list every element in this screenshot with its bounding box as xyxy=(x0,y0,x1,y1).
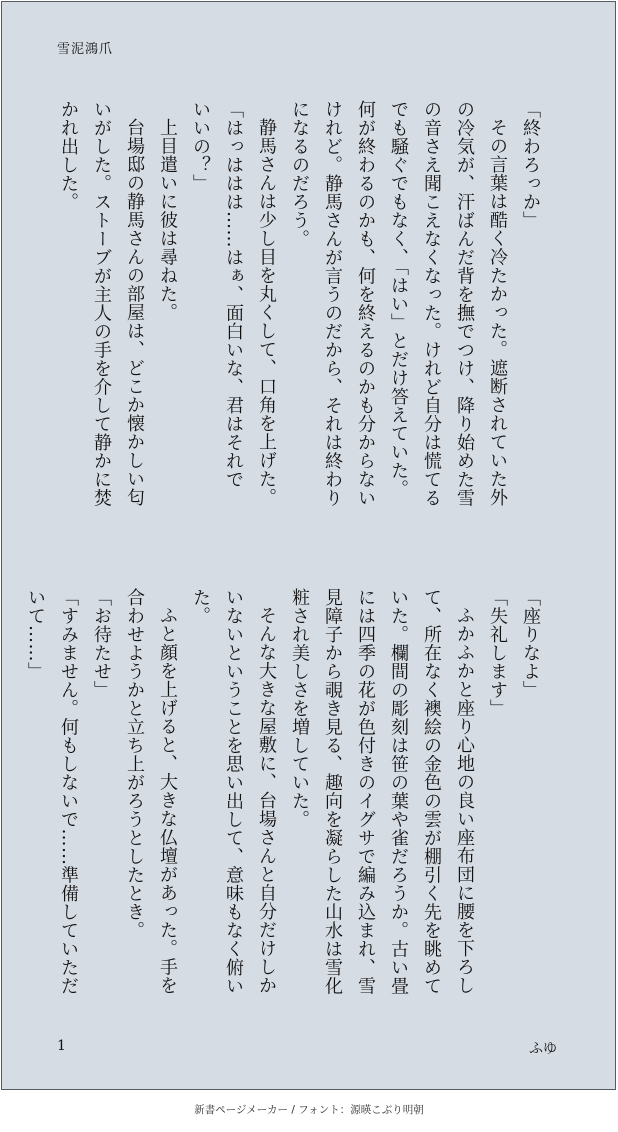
text-line: いがした。ストーブが主人の手を介して静かに焚 xyxy=(91,100,112,507)
text-line: 静馬さんは少し目を丸くして、口角を上げた。 xyxy=(256,118,277,507)
page-header-title: 雪泥鴻爪 xyxy=(57,42,114,57)
text-line: 粧され美しさを増していた。 xyxy=(289,588,310,829)
text-line: いた。欄間の彫刻は笹の葉や雀だろうか。古い畳 xyxy=(388,588,409,995)
text-line: の冷気が、汗ばんだ背を撫でつけ、降り始めた雪 xyxy=(454,100,475,507)
text-line: けれど。静馬さんが言うのだから、それは終わり xyxy=(322,100,343,507)
text-line: 「お待たせ」 xyxy=(91,588,112,699)
credit-line: 新書ページメーカー / フォント：源暎こぶり明朝 xyxy=(194,1104,424,1116)
text-line: 台場邸の静馬さんの部屋は、どこか懐かしい匂 xyxy=(124,118,145,507)
text-line: そんな大きな屋敷に、台場さんと自分だけしか xyxy=(256,606,277,995)
text-line: た。 xyxy=(190,588,211,625)
text-line: 何が終わるのかも、何を終えるのかも分からない xyxy=(355,100,376,507)
text-line: になるのだろう。 xyxy=(289,100,310,248)
text-line: 見障子から覗き見る、趣向を凝らした山水は雪化 xyxy=(322,588,343,995)
text-line: 「失礼します」 xyxy=(487,588,508,718)
text-line: ふかふかと座り心地の良い座布団に腰を下ろし xyxy=(454,606,475,995)
text-line: の音さえ聞こえなくなった。けれど自分は慌てる xyxy=(421,100,442,507)
text-line: でも騒ぐでもなく、「はい」とだけ答えていた。 xyxy=(388,100,409,498)
text-line: その言葉は酷く冷たかった。遮断されていた外 xyxy=(487,118,508,507)
text-line: ふと顔を上げると、大きな仏壇があった。手を xyxy=(157,606,178,995)
author-name: ふゆ xyxy=(529,1041,557,1057)
text-line: いいの？」 xyxy=(190,100,211,193)
text-block-top xyxy=(52,100,547,530)
text-line: 「すみません。何もしないで……準備していただ xyxy=(58,588,79,995)
text-line: 「終わろっか」 xyxy=(520,100,541,230)
text-line: 合わせようかと立ち上がろうとしたとき。 xyxy=(124,588,145,940)
text-line: かれ出した。 xyxy=(58,100,79,211)
text-line: には四季の花が色付きのイグサで編み込まれ、雪 xyxy=(355,588,376,995)
book-page xyxy=(1,1,616,1090)
text-line: て、所在なく襖絵の金色の雲が棚引く先を眺めて xyxy=(421,588,442,995)
page-number: 1 xyxy=(57,1038,66,1054)
text-line: いないということを思い出して、意味もなく俯い xyxy=(223,588,244,995)
text-line: 「はっははは……はぁ、面白いな、君はそれで xyxy=(223,100,244,489)
text-block-bottom xyxy=(19,588,547,1018)
text-line: いて……」 xyxy=(25,588,46,681)
text-line: 「座りなよ」 xyxy=(520,588,541,699)
text-line: 上目遣いに彼は尋ねた。 xyxy=(157,118,178,322)
